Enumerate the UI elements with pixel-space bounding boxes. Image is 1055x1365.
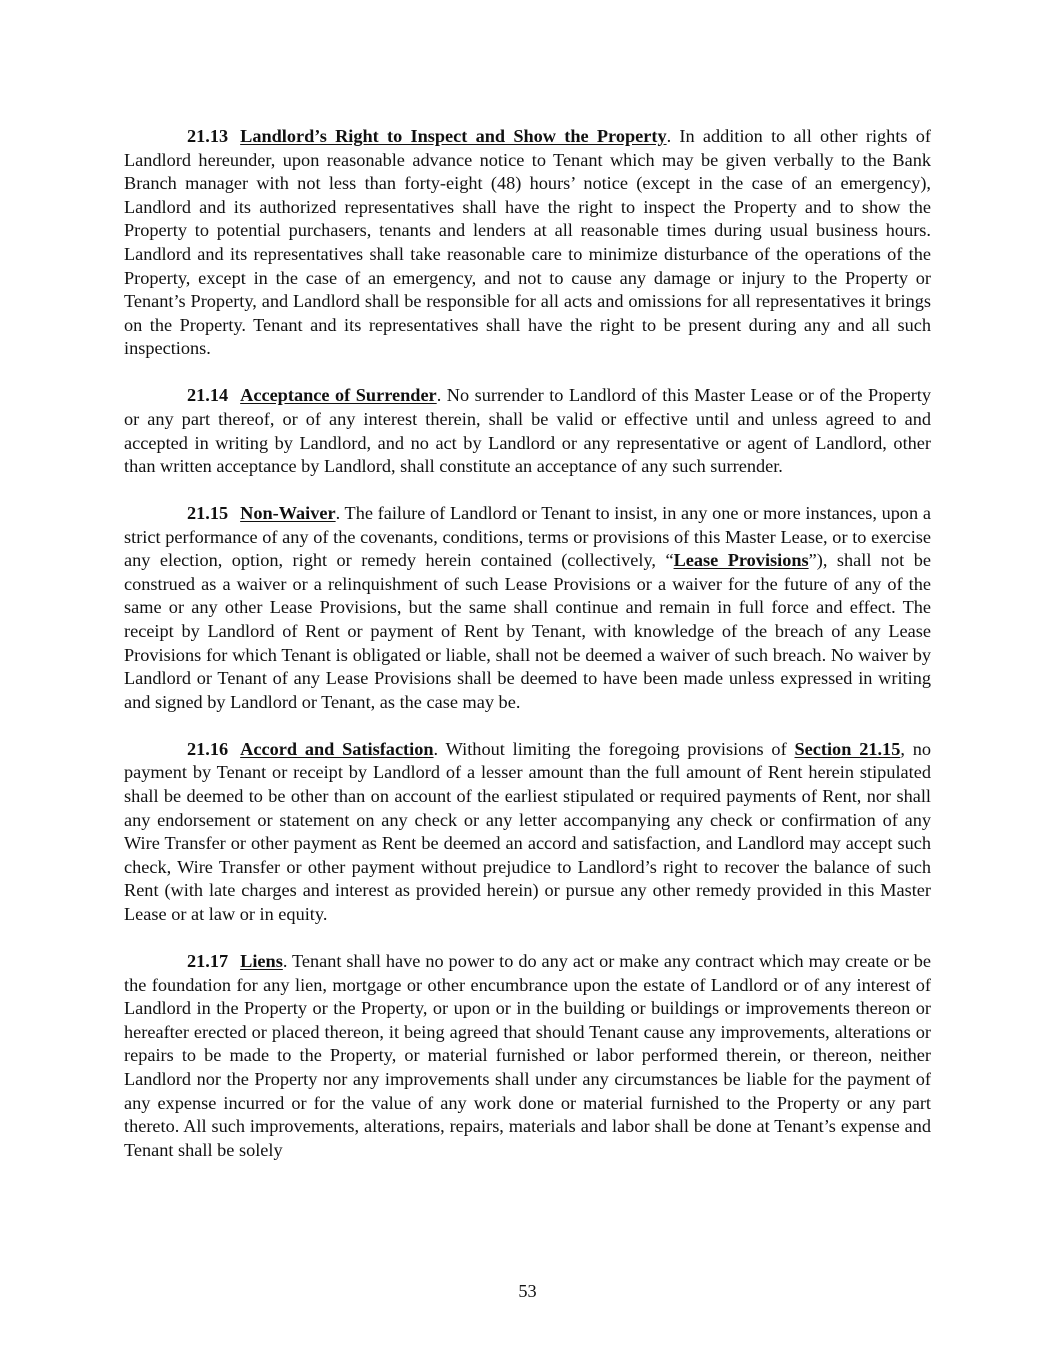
section-heading: Acceptance of Surrender xyxy=(240,385,437,406)
section-reference: Section 21.15 xyxy=(794,738,901,759)
section-text: . Without limiting the foregoing provisions of xyxy=(433,738,795,759)
section-number: 21.15 xyxy=(187,503,229,524)
document-body xyxy=(124,125,931,1186)
section-text: . No surrender to Landlord of this Master Lease or of the Property or any part thereof, or of any interest therein, shall be valid or effective until and unless agreed to and accepted in writing by Landlord, and no act by Landlord or any representative or agent of Landlord, other than written acceptance by Landlord, shall constitute an acceptance of any such surrender. xyxy=(124,385,931,477)
section-number: 21.14 xyxy=(187,385,229,406)
section-21-14 xyxy=(124,384,931,478)
section-21-15 xyxy=(124,502,931,714)
section-21-16 xyxy=(124,738,931,927)
defined-term-lease-provisions: Lease Provisions xyxy=(673,550,809,571)
section-number: 21.13 xyxy=(187,126,229,146)
section-text: ”), shall not be construed as a waiver or a relinquishment of such Lease Provisions or a waiver for the future of any of the same or any other Lease Provisions, but the same shall continue and remain in full force and effect. The receipt by Landlord of Rent or payment of Rent by Tenant, with knowledge of the breach of any Lease Provisions for which Tenant is obligated or liable, shall not be deemed a waiver of such breach. No waiver by Landlord or Tenant of any Lease Provisions shall be deemed to have been made unless expressed in writing and signed by Landlord or Tenant, as the case may be. xyxy=(124,550,931,712)
section-heading: Non-Waiver xyxy=(240,503,336,524)
section-heading: Accord and Satisfaction xyxy=(240,738,434,759)
page-number: 53 xyxy=(518,1281,537,1301)
section-heading: Landlord’s Right to Inspect and Show the Property xyxy=(240,126,667,146)
section-text: . In addition to all other rights of Landlord hereunder, upon reasonable advance notice to Tenant which may be given verbally to the Bank Branch manager with not less than forty-eight (48) hours’ notice (except in the case of an emergency), Landlord and its authorized representatives shall have the right to inspect the Property and to show the Property to potential purchasers, tenants and lenders at all reasonable times during usual business hours. Landlord and its representatives shall take reasonable care to minimize disturbance of the operations of the Property, except in the case of an emergency, and not to cause any damage or injury to the Property or Tenant’s Property, and Landlord shall be responsible for all acts and omissions for all representatives it brings on the Property. Tenant and its representatives shall have the right to be present during any and all such inspections. xyxy=(124,126,931,359)
section-text: . Tenant shall have no power to do any act or make any contract which may create or be the foundation for any lien, mortgage or other encumbrance upon the estate of Landlord or of any interest of Landlord in the Property or the Property, or upon or in the building or buildings or improvements thereon or hereafter erected or placed thereon, it being agreed that should Tenant cause any improvements, alterations or repairs to be made to the Property, or material furnished or labor performed therein, or thereon, neither Landlord nor the Property nor any improvements shall under any circumstances be liable for the payment of any expense incurred or for the value of any work done or material furnished to the Property or any part thereto. All such improvements, alterations, repairs, materials and labor shall be done at Tenant’s expense and Tenant shall be solely xyxy=(124,950,931,1160)
section-21-17 xyxy=(124,950,931,1162)
section-21-13 xyxy=(124,125,931,361)
section-number: 21.16 xyxy=(187,738,229,759)
section-text: . The failure of Landlord or Tenant to insist, in any one or more instances, upon a strict performance of any of the covenants, conditions, terms or provisions of this Master Lease, or to exercise any election, option, right or remedy herein contained (collectively, “ xyxy=(124,503,931,571)
section-number: 21.17 xyxy=(187,950,229,971)
section-text: , no payment by Tenant or receipt by Landlord of a lesser amount than the full amount of Rent herein stipulated shall be deemed to be other than on account of the earliest stipulated or required payments of Rent, nor shall any endorsement or statement on any check or any letter accompanying any check or confirmation of any Wire Transfer or other payment as Rent be deemed an accord and satisfaction, and Landlord may accept such check, Wire Transfer or other payment without prejudice to Landlord’s right to recover the balance of such Rent (with late charges and interest as provided herein) or pursue any other remedy provided in this Master Lease or at law or in equity. xyxy=(124,738,932,924)
section-heading: Liens xyxy=(240,950,283,971)
